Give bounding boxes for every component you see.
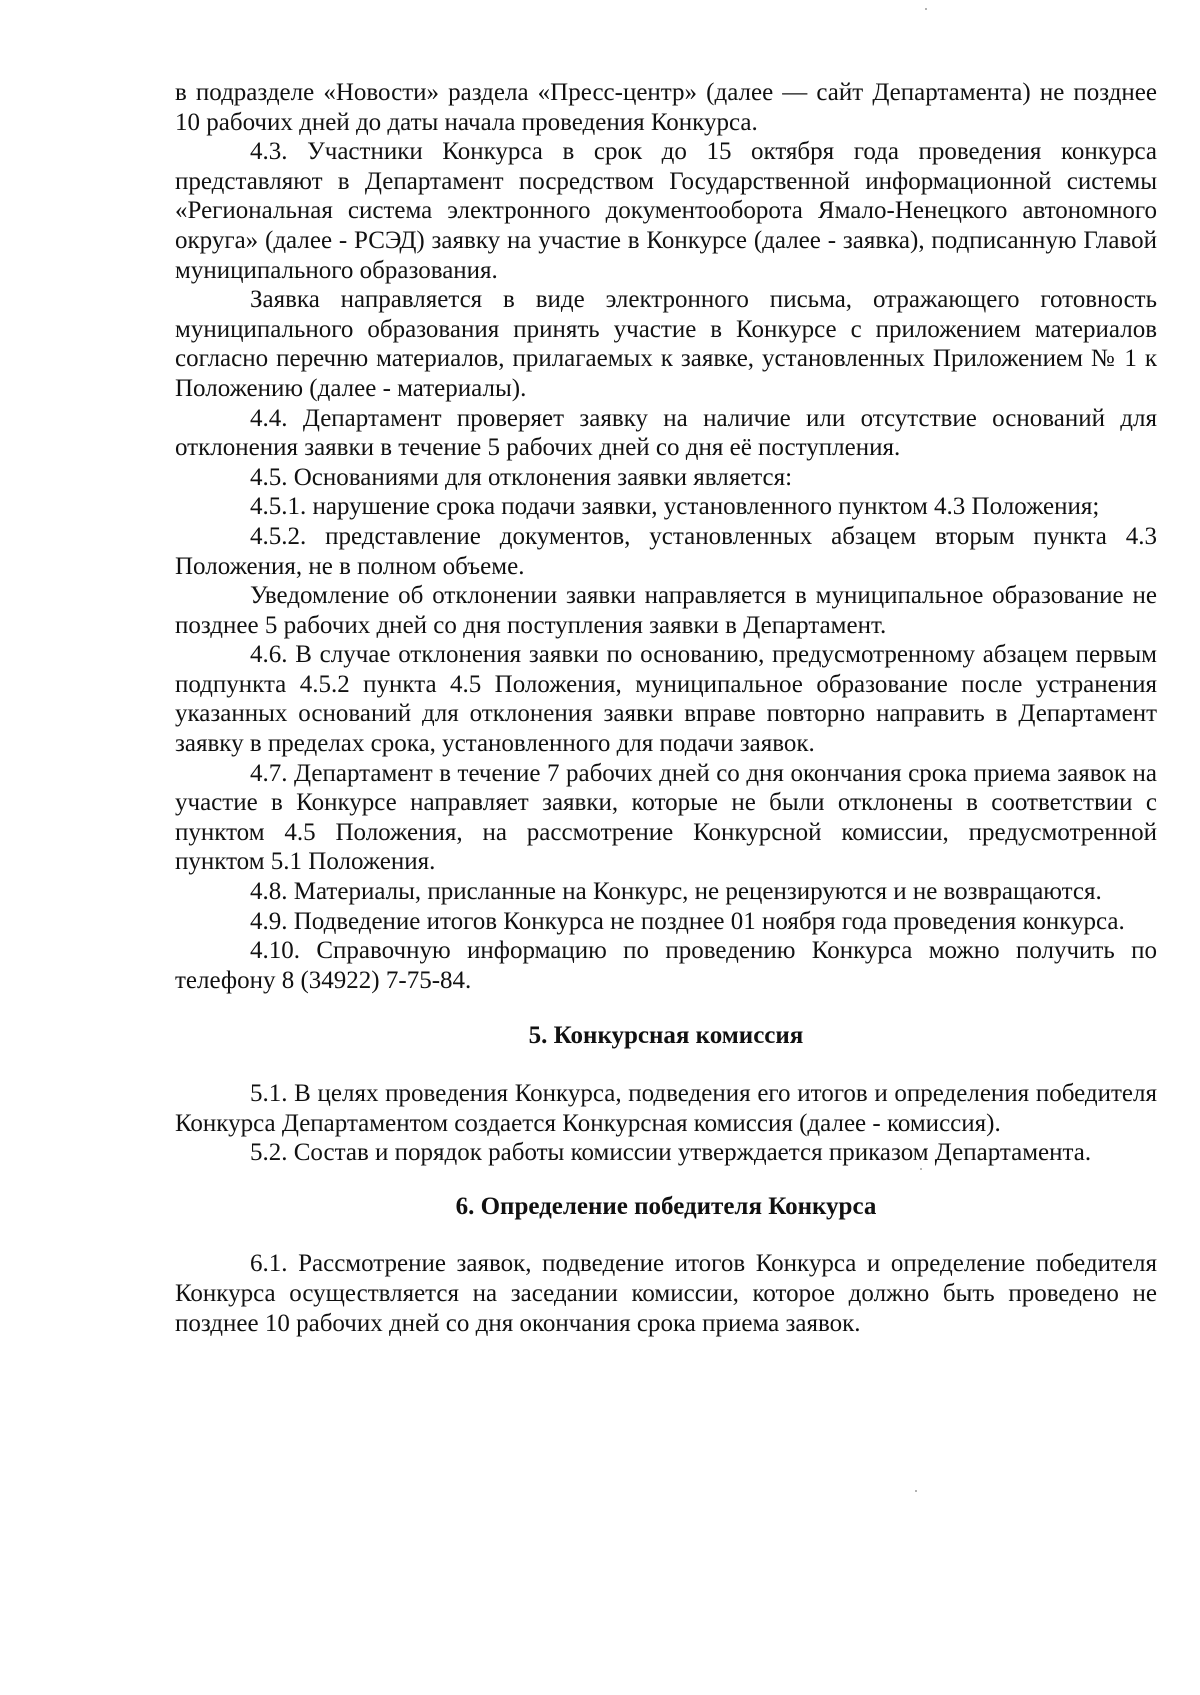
- paragraph-5-2: 5.2. Состав и порядок работы комиссии утверждается приказом Департамента.: [250, 1139, 1092, 1167]
- paragraph-4-8: 4.8. Материалы, присланные на Конкурс, не рецензируются и не возвращаются.: [250, 878, 1102, 906]
- document-body: [175, 78, 1157, 1338]
- section5: [175, 1079, 1157, 1168]
- section-heading-6: 6. Определение победителя Конкурса: [455, 1192, 877, 1220]
- paragraph-4-3: 4.3. Участники Конкурса в срок до 15 октября года проведения конкурса представляют в Департамент посредством Государственной информационной системы «Региональная система электронного документооборота Ямало-Ненецкого автономного округа» (далее - РСЭД) заявку на участие в Конкурсе (далее - заявка), подписанную Главой муниципального образования.: [175, 138, 1157, 284]
- scan-speck: [915, 1490, 917, 1492]
- paragraph-4-5-1: 4.5.1. нарушение срока подачи заявки, установленного пунктом 4.3 Положения;: [250, 493, 1100, 521]
- scan-speck: [925, 8, 927, 10]
- paragraph-4-4: 4.4. Департамент проверяет заявку на наличие или отсутствие оснований для отклонения заявки в течение 5 рабочих дней со дня её поступления.: [175, 404, 1157, 462]
- paragraph-4-7: 4.7. Департамент в течение 7 рабочих дней со дня окончания срока приема заявок на участие в Конкурсе направляет заявки, которые не были отклонены в соответствии с пунктом 4.5 Положения, на рассмотрение Конкурсной комиссии, предусмотренной пунктом 5.1 Положения.: [175, 759, 1157, 876]
- section6: [175, 1249, 1157, 1338]
- paragraph: Уведомление об отклонении заявки направляется в муниципальное образование не позднее 5 рабочих дней со дня поступления заявки в Департамент.: [175, 582, 1157, 639]
- paragraph-4-9: 4.9. Подведение итогов Конкурса не позднее 01 ноября года проведения конкурса.: [250, 907, 1125, 935]
- paragraph-4-6: 4.6. В случае отклонения заявки по основанию, предусмотренному абзацем первым подпункта 4.5.2 пункта 4.5 Положения, муниципальное образование после устранения указанных оснований для отклонения заявки вправе повторно направить в Департамент заявку в пределах срока, установленного для подачи заявок.: [175, 641, 1157, 758]
- paragraph: в подразделе «Новости» раздела «Пресс-центр» (далее — сайт Департамента) не позднее 10 рабочих дней до даты начала проведения Конкурса.: [175, 79, 1157, 136]
- section-heading-5: 5. Конкурсная комиссия: [528, 1022, 804, 1050]
- paragraph: Заявка направляется в виде электронного письма, отражающего готовность муниципального образования принять участие в Конкурсе с приложением материалов согласно перечню материалов, прилагаемых к заявке, установленных Приложением № 1 к Положению (далее - материалы).: [175, 286, 1157, 402]
- paragraph-4-10: 4.10. Справочную информацию по проведению Конкурса можно получить по телефону 8 (34922) 7-75-84.: [175, 937, 1157, 994]
- paragraph-5-1: 5.1. В целях проведения Конкурса, подведения его итогов и определения победителя Конкурса Департаментом создается Конкурсная комиссия (далее - комиссия).: [175, 1080, 1157, 1137]
- paragraph-4-5: 4.5. Основаниями для отклонения заявки является:: [250, 463, 793, 491]
- paragraph-6-1: 6.1. Рассмотрение заявок, подведение итогов Конкурса и определение победителя Конкурса осуществляется на заседании комиссии, которое должно быть проведено не позднее 10 рабочих дней со дня окончания срока приема заявок.: [175, 1250, 1157, 1337]
- section4-continuation: [175, 78, 1157, 995]
- paragraph-4-5-2: 4.5.2. представление документов, установленных абзацем вторым пункта 4.3 Положения, не в полном объеме.: [175, 522, 1157, 580]
